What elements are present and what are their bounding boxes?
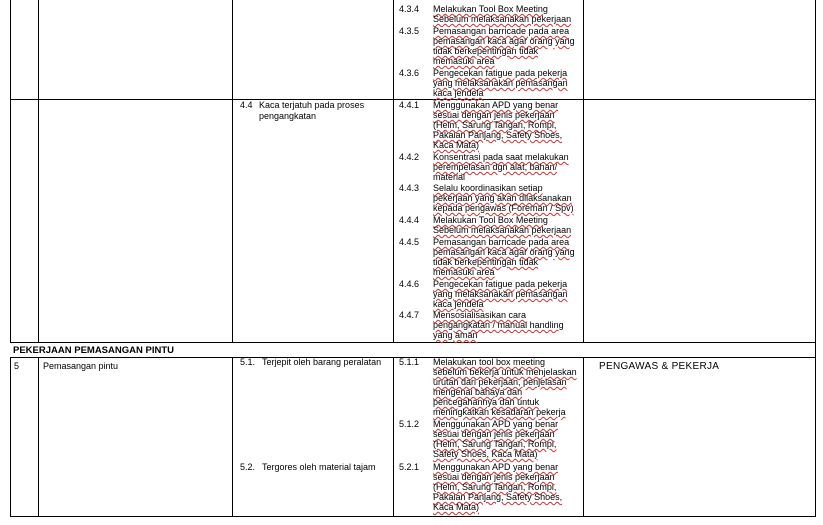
table-border-right [815,0,816,517]
col-divider-hazard-lower [393,357,394,517]
control-number: 4.4.6 [399,279,420,289]
control-text: kaca jendela [433,299,484,309]
control-text: Pemasangan barricade pada area [433,237,570,247]
control-text: (Helm, Sarung Tangan, Rompi, [433,120,557,130]
control-text: kaca jendela [433,88,484,98]
control-text: Kaca Mata) [433,140,480,150]
col-divider-control-lower [583,357,584,517]
control-text: memasuki area [433,267,495,277]
table-border-left [10,0,11,342]
control-text: Mensosialisasikan cara [433,310,527,320]
control-number: 4.4.2 [399,152,420,162]
col-divider-hazard [393,0,394,342]
row-divider-section-top [10,342,816,343]
control-text: urutan dari pekerjaan, penjelasan [433,377,567,387]
control-number: 4.4.3 [399,183,420,193]
control-number: 4.3.5 [399,26,420,36]
control-text: sesuai dengan jenis pekerjaan [433,429,555,439]
control-text: Melakukan Tool Box Meeting [433,215,548,225]
control-text: Pengecekan fatigue pada pekerja [433,279,568,289]
control-text: Melakukan Tool Box Meeting [433,4,548,14]
col-divider-control [583,0,584,342]
control-text: Sebelum melaksanakan pekerjaan [433,14,572,24]
control-text: yang melaksanakan pemasangan [433,289,568,299]
control-text: Selalu koordinasikan setiap [433,183,543,193]
control-text: Safety Shoes, Kaca Mata) [433,449,538,459]
hazard-number: 5.2. [240,462,256,472]
control-number: 4.4.7 [399,310,420,320]
control-text: pekerjaan yang akan dilaksanakan [433,193,572,203]
col-divider-activity-lower [232,357,233,517]
control-text: (Helm, Sarung Tangan, Rompi, [433,439,557,449]
control-text: yang aman [433,330,478,340]
control-number: 4.4.5 [399,237,420,247]
table-border-bottom [10,516,816,517]
control-text: yang melaksanakan pemasangan [433,78,568,88]
control-text: Pakaian Panjang, Safety Shoes, [433,130,563,140]
control-text: Melakukan tool box meeting [433,357,546,367]
table-border-left-lower [10,357,11,517]
control-text: Konsentrasi pada saat melakukan [433,152,569,162]
hazard-text: pengangkatan [259,111,317,121]
hazard-text: Kaca terjatuh pada proses [259,100,365,110]
control-text: Kaca Mata) [433,502,480,512]
col-divider-no [38,0,39,342]
control-number: 4.3.4 [399,4,420,14]
control-text: sesuai dengan jenis pekerjaan [433,472,555,482]
control-text: Pengecekan fatigue pada pekerja [433,68,568,78]
control-text: Menggunakan APD yang benar [433,462,559,472]
hazard-number: 5.1. [240,357,256,367]
control-text: kepada pengawas (Foreman / Spv) [433,203,574,213]
control-text: Menggunakan APD yang benar [433,419,559,429]
col-divider-activity [232,0,233,342]
control-text: sesuai dengan jenis pekerjaan [433,110,555,120]
control-text: (Helm, Sarung Tangan, Rompi, [433,482,557,492]
control-text: Sebelum melaksanakan pekerjaan [433,225,572,235]
row-number: 5 [14,361,20,371]
hazard-text: Tergores oleh material tajam [262,462,376,472]
control-text [433,57,495,66]
control-text: pemasangan kaca agar orang yang [433,36,575,46]
control-text: sebelum bekerja untuk menjelaskan [433,367,577,377]
control-number: 4.4.1 [399,100,420,110]
control-number: 5.2.1 [399,462,420,472]
control-text: Pakaian Panjang, Safety Shoes, [433,492,563,502]
control-text: tidak berkepentingan tidak [433,257,539,267]
control-text: pengangkatan / manual handling [433,320,564,330]
control-number: 4.3.6 [399,68,420,78]
control-text: mengenai bahaya dan [433,387,523,397]
hazard-number: 4.4 [240,100,253,110]
section-title: PEKERJAAN PEMASANGAN PINTU [13,345,174,356]
control-number: 4.4.4 [399,215,420,225]
control-text: pemasangan kaca agar orang yang [433,247,575,257]
control-text: material [433,172,466,182]
col-divider-no-lower [38,357,39,517]
activity-text: Pemasangan pintu [43,361,119,371]
responsible-party: PENGAWAS & PEKERJA [599,361,720,372]
control-text: Menggunakan APD yang benar [433,100,559,110]
control-text: pencegahannya dan untuk [433,397,540,407]
control-text: meningkatkan kesadaran pekerja [433,407,566,417]
control-text: tidak berkepentingan tidak [433,46,539,56]
hazard-text: Terjepit oleh barang peralatan [262,357,382,367]
control-text: Pemasangan barricade pada area [433,26,570,36]
control-text-part: memasuki area [433,56,495,66]
control-number: 5.1.2 [399,419,420,429]
control-number: 5.1.1 [399,357,420,367]
control-text: perempelasan dgn alat, bahan/ [433,162,558,172]
